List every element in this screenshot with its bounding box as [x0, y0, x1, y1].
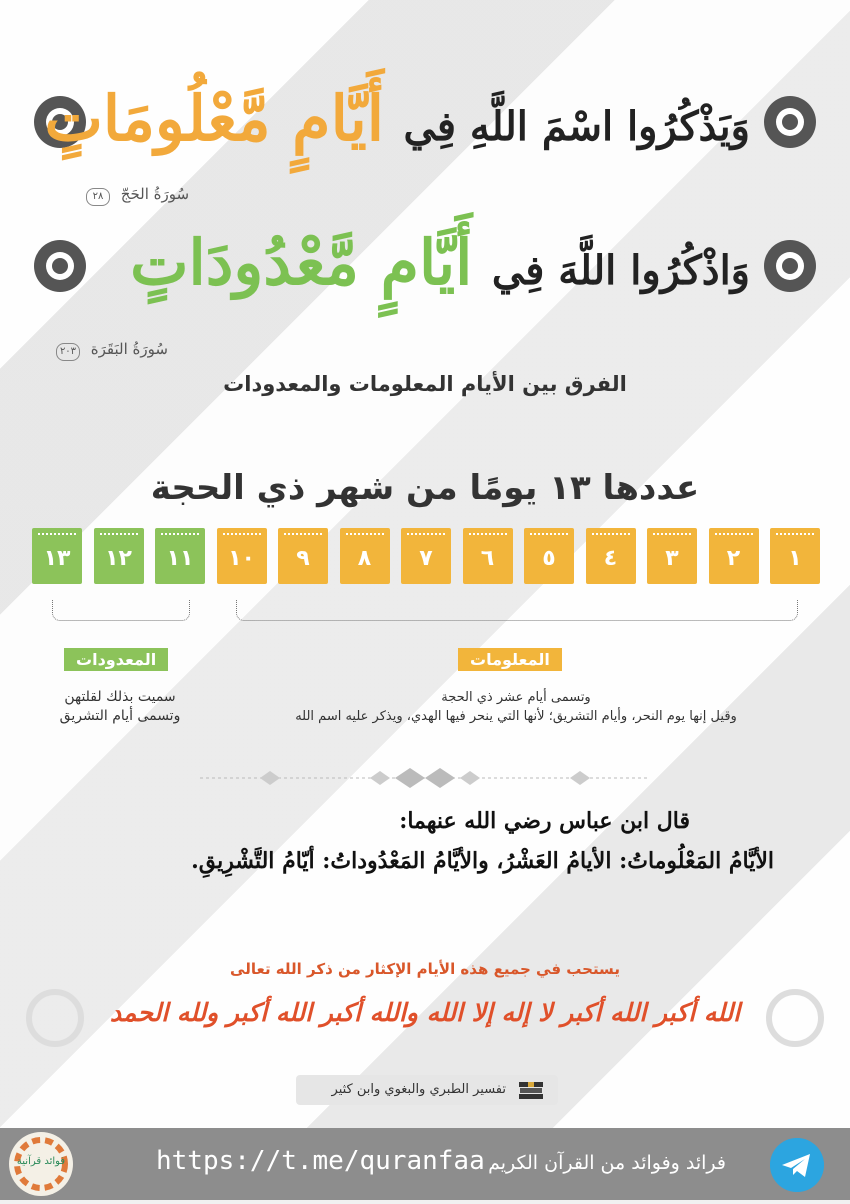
day-number: ١٣ — [43, 546, 71, 571]
badge-maadudat: المعدودات — [64, 648, 168, 671]
rosette-ornament-right-1 — [760, 92, 820, 152]
diamond-divider — [200, 768, 650, 788]
day-number: ٤ — [603, 546, 618, 571]
sura-hajj-name: سُورَةُ الحَجّ — [120, 185, 190, 203]
day-number: ١ — [788, 546, 802, 571]
calendar-rings — [223, 533, 261, 539]
sources-box — [296, 1075, 558, 1105]
day-tile-8 — [340, 528, 390, 584]
verse-baqarah-highlight: أَيَّامٍ مَّعْدُودَاتٍ — [130, 226, 473, 299]
sources-text: تفسير الطبري والبغوي وابن كثير — [331, 1082, 506, 1097]
channel-name: فرائد وفوائد من القرآن الكريم — [488, 1152, 726, 1174]
channel-url-link[interactable]: https://t.me/quranfaa — [156, 1146, 485, 1176]
sura-baqarah-label — [56, 340, 168, 361]
day-number: ٥ — [542, 546, 556, 571]
takbir-text: الله أكبر الله أكبر لا إله إلا الله والله أكبر الله أكبر ولله الحمد — [109, 998, 741, 1027]
bracket-maadudat — [52, 600, 190, 621]
day-number: ٦ — [480, 546, 495, 571]
day-tile-9 — [278, 528, 328, 584]
calendar-rings — [38, 533, 76, 539]
maalumat-description — [236, 688, 796, 726]
calendar-rings — [592, 533, 630, 539]
sura-hajj-ayah-number: ٢٨ — [86, 188, 110, 206]
calendar-rings — [530, 533, 568, 539]
calendar-rings — [284, 533, 322, 539]
calendar-rings — [100, 533, 138, 539]
bracket-maalumat — [236, 600, 798, 621]
maadudat-line-2: وتسمى أيام التشريق — [59, 708, 181, 724]
calendar-rings — [776, 533, 814, 539]
day-tile-12 — [94, 528, 144, 584]
page-subtitle: الفرق بين الأيام المعلومات والمعدودات — [223, 372, 627, 396]
verse-hajj — [44, 82, 750, 155]
day-number: ١١ — [166, 546, 194, 571]
day-tile-11 — [155, 528, 205, 584]
day-number: ٩ — [296, 546, 310, 571]
verse-hajj-highlight: أَيَّامٍ مَّعْلُومَاتٍ — [44, 82, 384, 155]
rosette-ornament-left-2 — [30, 236, 90, 296]
day-tile-1 — [770, 528, 820, 584]
calendar-rings — [161, 533, 199, 539]
day-number: ٧ — [419, 546, 433, 571]
telegram-icon[interactable] — [770, 1138, 824, 1192]
calendar-rings — [653, 533, 691, 539]
day-tile-7 — [401, 528, 451, 584]
day-tile-13 — [32, 528, 82, 584]
day-tile-10 — [217, 528, 267, 584]
verse-hajj-text: وَيَذْكُرُوا اسْمَ اللَّهِ فِي — [403, 103, 750, 150]
day-tile-5 — [524, 528, 574, 584]
books-icon — [518, 1080, 544, 1100]
calendar-rings — [469, 533, 507, 539]
calendar-rings — [715, 533, 753, 539]
calendar-rings — [346, 533, 384, 539]
quote-text: الأيَّامُ المَعْلُوماتُ: الأيامُ العَشْرُ، والأيَّامُ المَعْدُوداتُ: أيّامُ التَّشْرِيقِ. — [191, 848, 774, 874]
quote-attribution: قال ابن عباس رضي الله عنهما: — [399, 808, 690, 834]
day-tile-3 — [647, 528, 697, 584]
day-number: ١٢ — [105, 546, 132, 571]
badge-maalumat: المعلومات — [458, 648, 562, 671]
day-number: ٨ — [357, 546, 372, 571]
sura-baqarah-ayah-number: ٢٠٣ — [56, 343, 80, 361]
verse-baqarah-text: وَاذْكُرُوا اللَّهَ فِي — [491, 247, 750, 294]
recommendation-text: يستحب في جميع هذه الأيام الإكثار من ذكر الله تعالى — [230, 960, 620, 978]
rosette-ornament-right-2 — [760, 236, 820, 296]
day-number: ٣ — [665, 546, 679, 571]
maadudat-description — [30, 688, 210, 726]
footer-bar — [0, 1128, 850, 1200]
sura-hajj-label — [86, 185, 189, 206]
calendar-rings — [407, 533, 445, 539]
sura-baqarah-name: سُورَةُ البَقَرَة — [90, 340, 168, 358]
day-number: ١٠ — [228, 546, 255, 571]
maalumat-line-1: وتسمى أيام عشر ذي الحجة — [441, 690, 591, 705]
brand-logo-text: فوائد قرآنية — [16, 1156, 66, 1167]
count-title: عددها ١٣ يومًا من شهر ذي الحجة — [150, 468, 700, 508]
day-number: ٢ — [726, 546, 741, 571]
maalumat-line-2: وقيل إنها يوم النحر، وأيام التشريق؛ لأنها التي ينحر فيها الهدي، ويذكر عليه اسم الله — [295, 709, 737, 724]
verse-baqarah — [130, 226, 750, 299]
day-tiles — [30, 528, 820, 584]
day-tile-2 — [709, 528, 759, 584]
day-tile-6 — [463, 528, 513, 584]
maadudat-line-1: سميت بذلك لقلتهن — [64, 689, 176, 705]
day-tile-4 — [586, 528, 636, 584]
brand-logo — [6, 1128, 76, 1200]
